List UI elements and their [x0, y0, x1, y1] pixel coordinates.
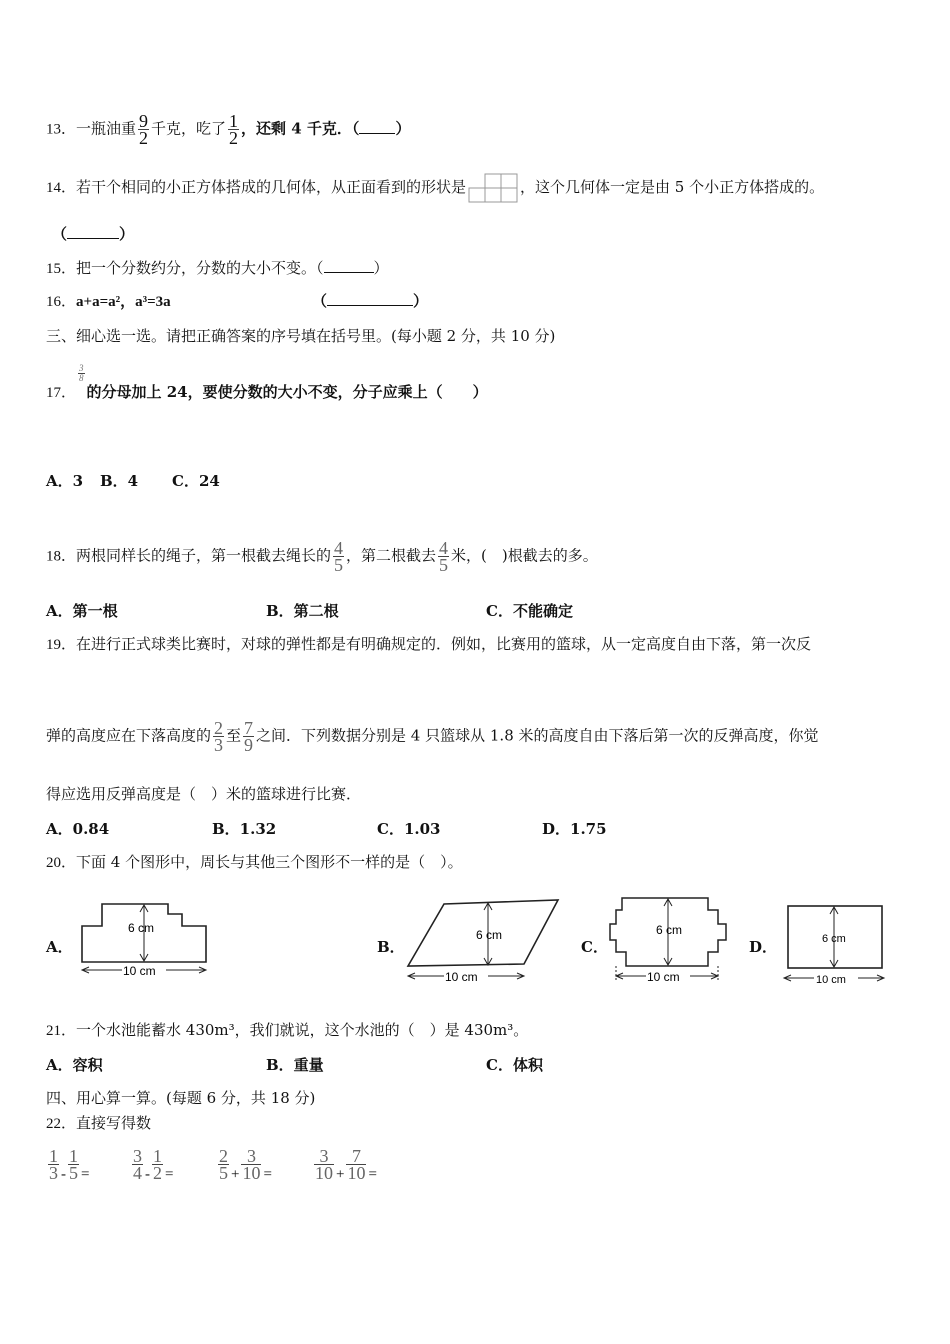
operand-b: [346, 1148, 366, 1181]
question-16: [46, 291, 171, 312]
q13-number: 13．: [46, 121, 77, 138]
answer-blank[interactable]: [324, 258, 374, 273]
operand-b: [241, 1148, 261, 1181]
denominator: 5: [69, 1163, 78, 1183]
q22-text: 直接写得数: [76, 1114, 152, 1132]
q19-text-2c: 之间．下列数据分别是 4 只篮球从 1.8 米的高度自由下落后第一次的反弹高度，你觉: [256, 726, 819, 745]
q14-answer: [52, 224, 134, 244]
width-label: 10 cm: [647, 970, 680, 984]
operand-a: [132, 1148, 143, 1181]
q14-text-post: ，这个几何体一定是由 5 个小正方体搭成的。: [520, 178, 825, 196]
question-22: [46, 1113, 151, 1134]
denominator: 5: [334, 555, 344, 575]
q14-number: 14．: [46, 180, 77, 196]
answer-blank[interactable]: [67, 224, 119, 239]
q19-number: 19．: [46, 637, 77, 653]
q18-fraction-2: [438, 540, 449, 573]
width-label: 10 cm: [445, 970, 478, 984]
operator: +: [231, 1166, 240, 1183]
answer-blank[interactable]: [327, 291, 413, 306]
operand-b: [68, 1148, 79, 1181]
q21-number: 21．: [46, 1023, 77, 1039]
figure-d-rectangle: [780, 896, 890, 988]
numerator: 1: [69, 1146, 78, 1166]
bracket-close: ）: [119, 225, 135, 243]
q21-option-a[interactable]: A．容积: [46, 1056, 103, 1074]
q18-option-b[interactable]: B．第二根: [266, 602, 339, 620]
denominator: 10: [315, 1163, 333, 1183]
figure-b-parallelogram: [404, 896, 564, 986]
q17-option-b[interactable]: B．4: [100, 472, 139, 490]
height-label: 6 cm: [656, 923, 683, 937]
q20-number: 20．: [46, 855, 77, 871]
numerator: 4: [334, 538, 344, 558]
numerator: 2: [214, 718, 224, 738]
denominator: 9: [244, 735, 254, 755]
question-20: [46, 852, 463, 873]
question-19-line-2: [46, 720, 819, 753]
numerator: 3: [79, 362, 84, 373]
q17-option-c[interactable]: C．24: [172, 472, 220, 490]
equals: =: [81, 1166, 90, 1183]
q13-bracket-close: ）: [395, 119, 411, 138]
q22-number: 22．: [46, 1116, 77, 1132]
q19-text-1: 在进行正式球类比赛时，对球的弹性都是有明确规定的．例如，比赛用的篮球，从一定高度自由下落，第一次反: [76, 635, 812, 653]
height-label: 6 cm: [476, 928, 503, 942]
operand-b: [152, 1148, 163, 1181]
denominator: 8: [79, 372, 84, 383]
operand-a: [48, 1148, 59, 1181]
numerator: 1: [229, 111, 239, 131]
q18-text-mid: ，第二根截去: [346, 546, 437, 565]
numerator: 3: [133, 1146, 142, 1166]
width-label: 10 cm: [816, 974, 846, 986]
operator: +: [336, 1166, 345, 1183]
q16-answer: [312, 291, 428, 311]
front-view-shape-icon: [468, 172, 518, 204]
equals: =: [368, 1166, 377, 1183]
question-14: [46, 172, 824, 204]
height-label: 6 cm: [822, 933, 846, 945]
q19-fraction-1: [213, 720, 224, 753]
q15-number: 15．: [46, 261, 77, 277]
q13-text-post: ，还剩 4 千克．（: [241, 119, 360, 138]
denominator: 4: [133, 1163, 142, 1183]
q20-option-b[interactable]: B．: [377, 938, 405, 956]
q18-text-post: 米，( )根截去的多。: [451, 546, 598, 565]
section-4-heading: 四、用心算一算。(每题 6 分，共 18 分): [46, 1089, 316, 1107]
question-21: [46, 1020, 528, 1041]
equals: =: [165, 1166, 174, 1183]
q18-text-pre: 两根同样长的绳子，第一根截去绳长的: [76, 546, 332, 565]
q19-option-d[interactable]: D．1.75: [542, 820, 607, 838]
bracket-close: ）: [413, 292, 429, 310]
q13-text-mid: 千克，吃了: [151, 119, 227, 138]
q21-text: 一个水池能蓄水 430m³，我们就说，这个水池的（ ）是 430m³。: [76, 1021, 529, 1039]
numerator: 1: [49, 1146, 58, 1166]
denominator: 5: [439, 555, 449, 575]
denominator: 10: [242, 1163, 261, 1183]
q19-option-c[interactable]: C．1.03: [377, 820, 441, 838]
denominator: 3: [49, 1163, 58, 1183]
operator: -: [145, 1166, 150, 1183]
calc-item-3: [216, 1148, 272, 1184]
denominator: 2: [139, 128, 149, 148]
equals: =: [263, 1166, 272, 1183]
numerator: 1: [153, 1146, 162, 1166]
denominator: 5: [219, 1163, 228, 1183]
question-15: [46, 258, 389, 279]
numerator: 7: [346, 1148, 366, 1165]
numerator: 9: [139, 111, 149, 131]
q19-option-a[interactable]: A．0.84: [46, 820, 110, 838]
q21-option-c[interactable]: C．体积: [486, 1056, 543, 1074]
question-17: [46, 362, 488, 403]
calc-item-4: [312, 1148, 377, 1184]
denominator: 10: [347, 1163, 366, 1183]
q13-text-pre: 一瓶油重: [76, 119, 137, 138]
q20-option-a[interactable]: A．: [46, 938, 73, 956]
q19-fraction-2: [243, 720, 254, 753]
calc-item-2: [130, 1148, 173, 1184]
numerator: 7: [244, 718, 254, 738]
q17-fraction: [78, 364, 85, 383]
q18-fraction-1: [333, 540, 344, 573]
question-18: [46, 540, 598, 573]
denominator: 2: [229, 128, 239, 148]
section-3-heading: 三、细心选一选。请把正确答案的序号填在括号里。(每小题 2 分，共 10 分): [46, 327, 556, 345]
q13-fraction-1: [138, 113, 149, 146]
height-label: 6 cm: [128, 921, 155, 935]
answer-blank[interactable]: [359, 119, 395, 134]
denominator: 3: [214, 735, 224, 755]
q14-text-pre: 若干个相同的小正方体搭成的几何体，从正面看到的形状是: [76, 178, 467, 196]
operand-a: [314, 1148, 334, 1181]
q19-option-b[interactable]: B．1.32: [212, 820, 277, 838]
q16-number: 16．: [46, 294, 77, 310]
figure-c-notched-shape: [608, 892, 728, 984]
numerator: 3: [241, 1148, 261, 1165]
q18-number: 18．: [46, 548, 77, 565]
question-19-line-3: 得应选用反弹高度是（ ）米的篮球进行比赛．: [46, 785, 362, 803]
q17-number: 17．: [46, 385, 77, 401]
bracket-open: （: [312, 292, 328, 310]
q18-option-c[interactable]: C．不能确定: [486, 602, 573, 620]
q19-text-2b: 至: [226, 726, 242, 745]
calc-item-1: [46, 1148, 89, 1184]
q20-option-d[interactable]: D．: [749, 938, 778, 956]
q17-text: 的分母加上 24，要使分数的大小不变，分子应乘上（ ）: [86, 383, 488, 401]
operator: -: [61, 1166, 66, 1183]
question-19-line-1: [46, 634, 811, 655]
q20-text: 下面 4 个图形中，周长与其他三个图形不一样的是（ ）。: [76, 853, 463, 871]
denominator: 2: [153, 1163, 162, 1183]
question-13: [46, 113, 410, 146]
numerator: 3: [314, 1148, 334, 1165]
q13-fraction-2: [228, 113, 239, 146]
q15-text: 把一个分数约分，分数的大小不变。（: [76, 259, 324, 277]
q19-text-2a: 弹的高度应在下落高度的: [46, 726, 212, 745]
numerator: 2: [219, 1146, 228, 1166]
figure-a-stepped-shape: [78, 890, 218, 980]
q18-option-a[interactable]: A．第一根: [46, 602, 118, 620]
width-label: 10 cm: [123, 964, 156, 978]
q16-text: a+a=a²，a³=3a: [76, 294, 171, 310]
bracket-open: （: [52, 225, 68, 243]
numerator: 4: [439, 538, 449, 558]
q20-option-c[interactable]: C．: [581, 938, 608, 956]
q21-option-b[interactable]: B．重量: [266, 1056, 324, 1074]
q17-option-a[interactable]: A．3: [46, 472, 84, 490]
operand-a: [218, 1148, 229, 1181]
bracket-close: ）: [373, 259, 389, 277]
